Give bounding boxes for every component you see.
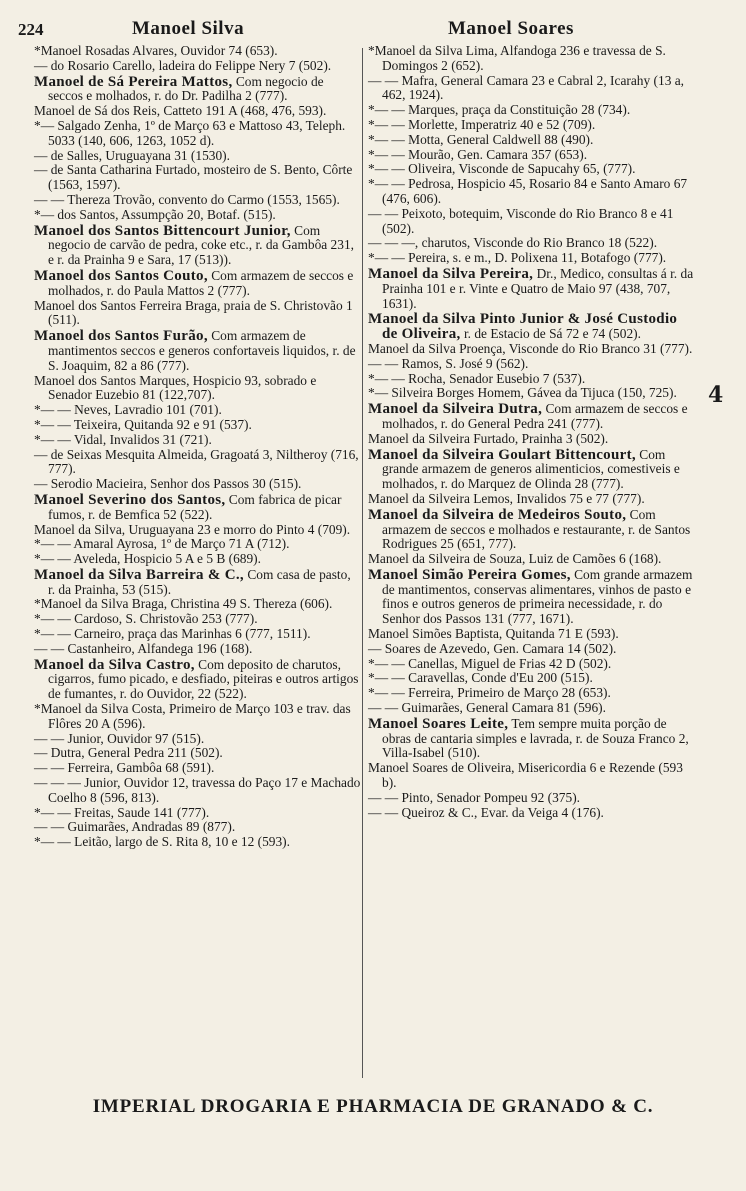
entry-name: Manoel da Silveira Dutra, (368, 401, 543, 418)
entry-name: Manoel dos Santos Couto, (34, 267, 208, 284)
directory-entry (34, 658, 361, 702)
entry-name: Manoel Soares Leite, (368, 715, 509, 732)
directory-entry (368, 103, 695, 118)
entry-text: *— — Leitão, largo de S. Rita 8, 10 e 12 (593). (34, 834, 290, 850)
entry-text: *Manoel Rosadas Alvares, Ouvidor 74 (653). (34, 43, 278, 58)
entry-text: Com armazem de seccos e molhados, r. do General Pedra 241 (777). (382, 401, 688, 431)
directory-entry (34, 612, 361, 627)
entry-name: Manoel Simão Pereira Gomes, (368, 566, 571, 583)
entry-name: Manoel da Silva Castro, (34, 656, 195, 673)
directory-entry (368, 552, 695, 567)
entry-text: *Manoel da Silva Lima, Alfandoga 236 e travessa de S. Domingos 2 (652). (368, 43, 666, 73)
entry-text: *— — Mourão, Gen. Camara 357 (653). (368, 146, 588, 162)
directory-entry (368, 671, 695, 686)
directory-entry (34, 761, 361, 776)
entry-text: *— — Cardoso, S. Christovão 253 (777). (34, 611, 258, 627)
directory-entry (368, 642, 695, 657)
directory-entry (34, 374, 361, 404)
entry-name: Manoel da Silveira Goulart Bittencourt, (368, 446, 636, 463)
directory-entry (34, 269, 361, 299)
directory-entry (368, 492, 695, 507)
directory-entry (368, 312, 695, 342)
footer-advertisement: IMPERIAL DROGARIA E PHARMACIA DE GRANADO & C. (92, 1096, 654, 1117)
entry-text: *— — Aveleda, Hospicio 5 A e 5 B (689). (34, 551, 261, 567)
entry-text: *Manoel da Silva Braga, Christina 49 S. Thereza (606). (34, 596, 333, 612)
entry-text: Com negocio de carvão de pedra, coke etc., r. da Gambôa 231, e r. da Prainha 9 e Sara, 17 (513)). (48, 222, 354, 268)
directory-entry (34, 732, 361, 747)
entry-text: Manoel Soares de Oliveira, Misericordia 6 e Rezende (593 b). (368, 760, 683, 791)
left-column (34, 44, 361, 850)
entry-text: *— — Rocha, Senador Eusebio 7 (537). (368, 370, 586, 386)
directory-entry (34, 299, 361, 329)
entry-text: Manoel da Silveira Furtado, Prainha 3 (502). (368, 430, 609, 446)
directory-entry (368, 508, 695, 552)
entry-text: — — Peixoto, botequim, Visconde do Rio Branco 8 e 41 (502). (368, 205, 674, 236)
directory-entry (34, 208, 361, 223)
directory-entry (34, 477, 361, 492)
entry-text: Com armazem de seccos e molhados, r. do Paula Mattos 2 (777). (48, 267, 354, 298)
directory-entry (368, 251, 695, 266)
entry-text: *— dos Santos, Assumpção 20, Botaf. (515). (34, 206, 276, 222)
column-divider (362, 48, 363, 1078)
directory-entry (368, 207, 695, 237)
entry-text: *— — Freitas, Saude 141 (777). (34, 804, 210, 820)
directory-entry (34, 702, 361, 732)
right-running-head: Manoel Soares (448, 18, 574, 39)
entry-text: — do Rosario Carello, ladeira do Felippe Nery 7 (502). (34, 57, 332, 73)
directory-entry (34, 523, 361, 538)
entry-text: Com armazem de seccos e molhados e restaurante, r. de Santos Rodrigues 25 (651, 777). (382, 506, 691, 552)
entry-text: *— — Teixeira, Quitanda 92 e 91 (537). (34, 416, 252, 432)
directory-entry (368, 657, 695, 672)
entry-text: *— — Carneiro, praça das Marinhas 6 (777, 1511). (34, 626, 311, 642)
entry-text: *— Silveira Borges Homem, Gávea da Tijuca (150, 725). (368, 385, 677, 401)
entry-text: *— — Oliveira, Visconde de Sapucahy 65, (777). (368, 161, 636, 177)
directory-entry (34, 820, 361, 835)
directory-entry (368, 236, 695, 251)
entry-name: Manoel dos Santos Furão, (34, 328, 208, 345)
directory-entry (34, 746, 361, 761)
directory-entry (34, 552, 361, 567)
directory-entry (34, 329, 361, 373)
entry-text: — — Queiroz & C., Evar. da Veiga 4 (176). (368, 804, 604, 820)
directory-entry (34, 806, 361, 821)
entry-text: — — Thereza Trovão, convento do Carmo (1553, 1565). (34, 191, 340, 207)
entry-text: — Soares de Azevedo, Gen. Camara 14 (502). (368, 640, 617, 656)
directory-entry (368, 148, 695, 163)
directory-entry (368, 74, 695, 104)
entry-name: Manoel da Silva Pinto Junior & José Custodio de Oliveira, (368, 311, 678, 343)
page-number: 224 (18, 20, 44, 39)
directory-entry (368, 568, 695, 627)
directory-entry (34, 568, 361, 598)
directory-entry (34, 119, 361, 149)
entry-name: Manoel da Silveira de Medeiros Souto, (368, 506, 627, 523)
entry-text: Com negocio de seccos e molhados, r. do Dr. Padilha 2 (777). (48, 73, 324, 104)
directory-entry (34, 75, 361, 105)
directory-entry (34, 642, 361, 657)
entry-text: Com armazem de mantimentos seccos e generos confortaveis liquidos, r. de S. Joaquim, 82 a 86 (777). (48, 328, 356, 373)
entry-text: — — Castanheiro, Alfandega 196 (168). (34, 640, 253, 656)
entry-text: *— — Pereira, s. e m., D. Polixena 11, Botafogo (777). (368, 250, 667, 266)
directory-entry (34, 163, 361, 193)
directory-entry (34, 448, 361, 478)
entry-text: — — Guimarães, Andradas 89 (877). (34, 819, 236, 835)
entry-text: *— — Pedrosa, Hospicio 45, Rosario 84 e Santo Amaro 67 (476, 606). (368, 176, 688, 206)
directory-entry (368, 806, 695, 821)
entry-text: r. de Estacio de Sá 72 e 74 (502). (460, 326, 641, 342)
entry-text: Com fabrica de picar fumos, r. de Bemfica 52 (522). (48, 491, 342, 522)
entry-text: *— — Motta, General Caldwell 88 (490). (368, 131, 594, 147)
right-column (368, 44, 695, 820)
entry-text: — de Santa Catharina Furtado, mosteiro de S. Bento, Côrte (1563, 1597). (34, 162, 353, 193)
entry-text: *— — Marques, praça da Constituição 28 (734). (368, 102, 631, 118)
entry-text: — — — Junior, Ouvidor 12, travessa do Paço 17 e Machado Coelho 8 (596, 813). (34, 775, 361, 805)
entry-text: Com casa de pasto, r. da Prainha, 53 (515). (48, 566, 351, 597)
entry-text: Com grande armazem de generos alimenticios, comestiveis e molhados, r. do Marquez de Olinda 28 (777). (382, 446, 680, 492)
directory-entry (34, 835, 361, 850)
entry-text: *— — Neves, Lavradio 101 (701). (34, 402, 222, 418)
entry-name: Manoel da Silva Barreira & C., (34, 566, 244, 583)
entry-text: Com deposito de charutos, cigarros, fumo picado, e desfiado, piteiras e outros artigos de fumantes, r. do Ouvidor, 22 (522). (48, 656, 359, 702)
directory-entry (34, 493, 361, 523)
directory-entry (368, 386, 695, 401)
entry-text: — — Pinto, Senador Pompeu 92 (375). (368, 789, 581, 805)
directory-entry (368, 342, 695, 357)
directory-entry (368, 686, 695, 701)
entry-text: — de Seixas Mesquita Almeida, Gragoatá 3, Niltheroy (716, 777). (34, 446, 359, 477)
entry-text: — — Guimarães, General Camara 81 (596). (368, 700, 606, 716)
directory-entry (368, 118, 695, 133)
entry-text: *Manoel da Silva Costa, Primeiro de Março 103 e trav. das Flôres 20 A (596). (34, 701, 351, 731)
directory-entry (34, 597, 361, 612)
directory-entry (34, 537, 361, 552)
entry-text: — — Mafra, General Camara 23 e Cabral 2, Icarahy (13 a, 462, 1924). (368, 72, 685, 103)
entry-text: *— — Morlette, Imperatriz 40 e 52 (709). (368, 116, 596, 132)
entry-text: — Serodio Macieira, Senhor dos Passos 30 (515). (34, 476, 302, 492)
directory-entry (34, 627, 361, 642)
directory-entry (368, 267, 695, 311)
entry-name: Manoel de Sá Pereira Mattos, (34, 73, 233, 90)
entry-text: *— — Caravellas, Conde d'Eu 200 (515). (368, 670, 593, 686)
directory-entry (368, 162, 695, 177)
directory-entry (34, 418, 361, 433)
entry-text: Dr., Medico, consultas á r. da Prainha 101 e r. Vinte e Quatro de Maio 97 (438, 707, 1631). (382, 265, 694, 311)
directory-entry (34, 193, 361, 208)
entry-text: Manoel da Silva Proença, Visconde do Rio Branco 31 (777). (368, 340, 693, 356)
entry-text: Manoel de Sá dos Reis, Catteto 191 A (468, 476, 593). (34, 103, 327, 119)
page-header (0, 0, 746, 44)
entry-text: — — Ferreira, Gambôa 68 (591). (34, 760, 215, 776)
directory-entry (34, 104, 361, 119)
directory-entry (368, 432, 695, 447)
entry-text: — Dutra, General Pedra 211 (502). (34, 745, 223, 761)
directory-entry (368, 177, 695, 207)
directory-entry (34, 224, 361, 268)
directory-entry (368, 627, 695, 642)
directory-entry (34, 433, 361, 448)
entry-text: Manoel da Silveira Lemos, Invalidos 75 e 77 (777). (368, 490, 645, 506)
entry-text: *— — Vidal, Invalidos 31 (721). (34, 431, 212, 447)
directory-entry (368, 701, 695, 716)
entry-text: *— — Amaral Ayrosa, 1º de Março 71 A (712). (34, 536, 290, 552)
directory-entry (368, 791, 695, 806)
left-running-head: Manoel Silva (132, 18, 245, 39)
entry-name: Manoel dos Santos Bittencourt Junior, (34, 222, 291, 239)
directory-entry (368, 448, 695, 492)
entry-text: Manoel dos Santos Ferreira Braga, praia de S. Christovão 1 (511). (34, 297, 353, 328)
entry-text: — — —, charutos, Visconde do Rio Branco 18 (522). (368, 235, 658, 251)
entry-text: Manoel dos Santos Marques, Hospicio 93, sobrado e Senador Euzebio 81 (122,707). (34, 372, 317, 403)
entry-text: Manoel da Silva, Uruguayana 23 e morro do Pinto 4 (709). (34, 521, 351, 537)
entry-text: Manoel da Silveira de Souza, Luiz de Camões 6 (168). (368, 551, 662, 567)
directory-entry (368, 44, 695, 74)
margin-mark: 4 (708, 382, 724, 408)
directory-entry (34, 149, 361, 164)
directory-entry (368, 717, 695, 761)
directory-entry (368, 133, 695, 148)
directory-entry (34, 403, 361, 418)
entry-name: Manoel da Silva Pereira, (368, 265, 534, 282)
entry-text: *— — Ferreira, Primeiro de Março 28 (653). (368, 685, 611, 701)
entry-text: — — Junior, Ouvidor 97 (515). (34, 730, 205, 746)
entry-text: Manoel Simões Baptista, Quitanda 71 E (593). (368, 626, 619, 642)
entry-text: Com grande armazem de mantimentos, conservas alimentares, vinhos de pasto e finos e outros generos de primeira necessidade, r. do Senhor dos Passos 131 (777, 1671). (382, 566, 693, 627)
directory-entry (34, 44, 361, 59)
directory-entry (368, 357, 695, 372)
entry-text: — — Ramos, S. José 9 (562). (368, 355, 529, 371)
directory-entry (368, 372, 695, 387)
entry-text: Tem sempre muita porção de obras de cantaria simples e lavrada, r. de Souza Franco 2, Villa-Isabel (510). (382, 715, 689, 761)
directory-entry (34, 59, 361, 74)
directory-entry (34, 776, 361, 806)
directory-entry (368, 761, 695, 791)
entry-text: *— Salgado Zenha, 1º de Março 63 e Mattoso 43, Teleph. 5033 (140, 606, 1263, 1052 d). (34, 117, 346, 148)
entry-name: Manoel Severino dos Santos, (34, 491, 226, 508)
directory-entry (368, 402, 695, 432)
entry-text: — de Salles, Uruguayana 31 (1530). (34, 147, 230, 163)
entry-text: *— — Canellas, Miguel de Frias 42 D (502). (368, 655, 612, 671)
